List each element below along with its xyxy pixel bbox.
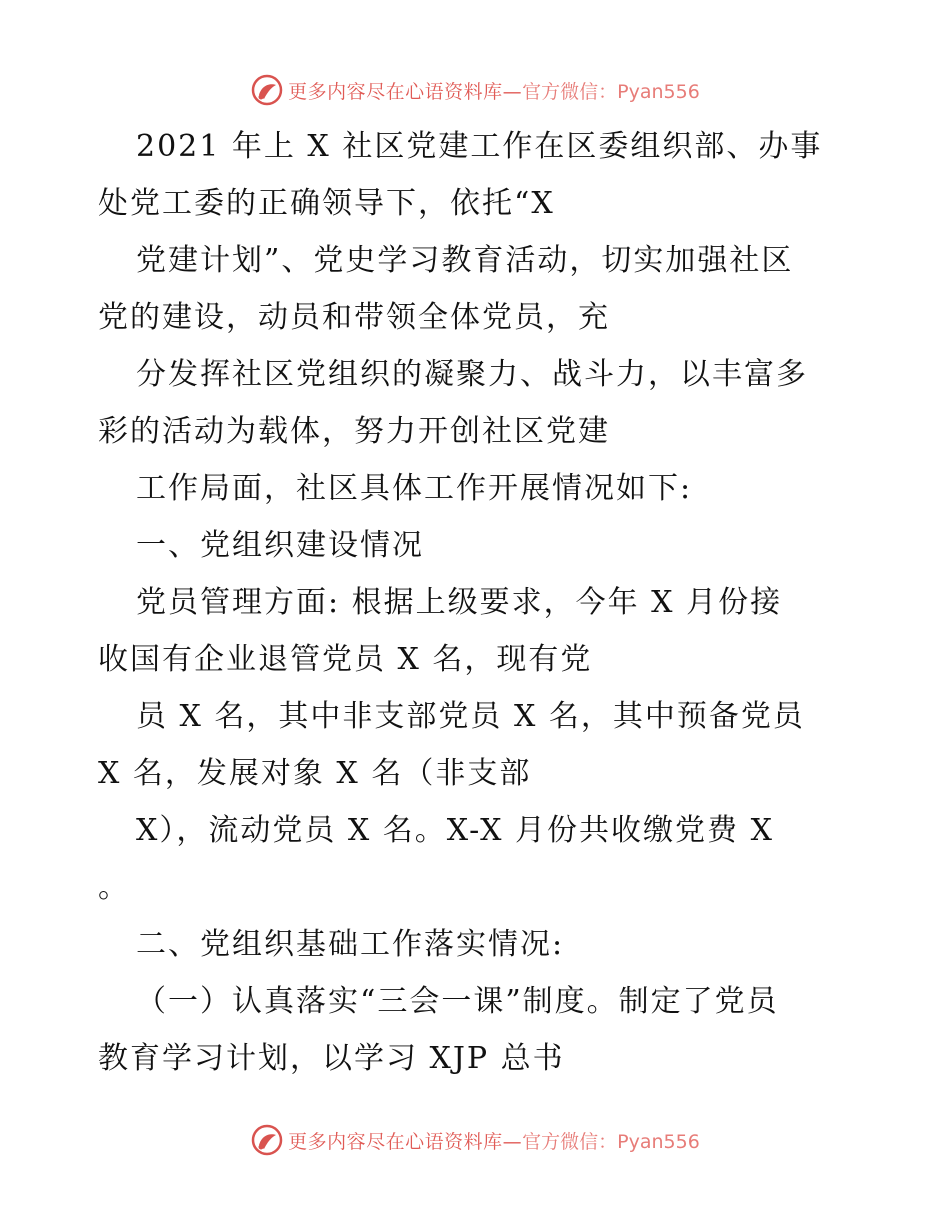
paragraph-line: 员 X 名，其中非支部党员 X 名，其中预备党员 (136, 699, 805, 734)
paragraph-line: 工作局面，社区具体工作开展情况如下: (136, 471, 693, 506)
paragraph-line: 收国有企业退管党员 X 名，现有党 (98, 642, 593, 677)
paragraph-line: 党的建设，动员和带领全体党员，充 (98, 300, 610, 335)
paragraph-line: 处党工委的正确领导下，依托“X (98, 186, 555, 221)
document-body (98, 118, 858, 1087)
paragraph-line: X），流动党员 X 名。X-X 月份共收缴党费 X (136, 813, 774, 848)
paragraph-line: 党建计划”、党史学习教育活动，切实加强社区 (136, 243, 794, 278)
watermark-banner-bottom (0, 1120, 950, 1160)
paragraph-line: 教育学习计划，以学习 XJP 总书 (98, 1041, 565, 1076)
paragraph-line: 一、党组织建设情况 (136, 528, 424, 563)
paragraph-line: X 名，发展对象 X 名（非支部 (98, 756, 532, 791)
logo-icon (250, 1123, 284, 1157)
watermark (250, 1123, 700, 1157)
paragraph-line: 二、党组织基础工作落实情况: (136, 927, 565, 962)
logo-icon (250, 73, 284, 107)
paragraph-line: 彩的活动为载体，努力开创社区党建 (98, 414, 610, 449)
paragraph-line: 2021 年上 X 社区党建工作在区委组织部、办事 (136, 129, 823, 164)
paragraph-line: 分发挥社区党组织的凝聚力、战斗力，以丰富多 (136, 357, 808, 392)
watermark-banner-top (0, 70, 950, 110)
paragraph-line: 。 (98, 870, 130, 905)
paragraph-line: （一）认真落实“三会一课”制度。制定了党员 (136, 984, 779, 1019)
watermark-text: 更多内容尽在心语资料库— (288, 80, 523, 103)
paragraph-line: 党员管理方面: 根据上级要求，今年 X 月份接 (136, 585, 783, 620)
watermark (250, 73, 700, 107)
watermark-wechat: 官方微信：Pyan556 (522, 80, 700, 103)
watermark-wechat: 官方微信：Pyan556 (522, 1130, 700, 1153)
watermark-text: 更多内容尽在心语资料库— (288, 1130, 523, 1153)
